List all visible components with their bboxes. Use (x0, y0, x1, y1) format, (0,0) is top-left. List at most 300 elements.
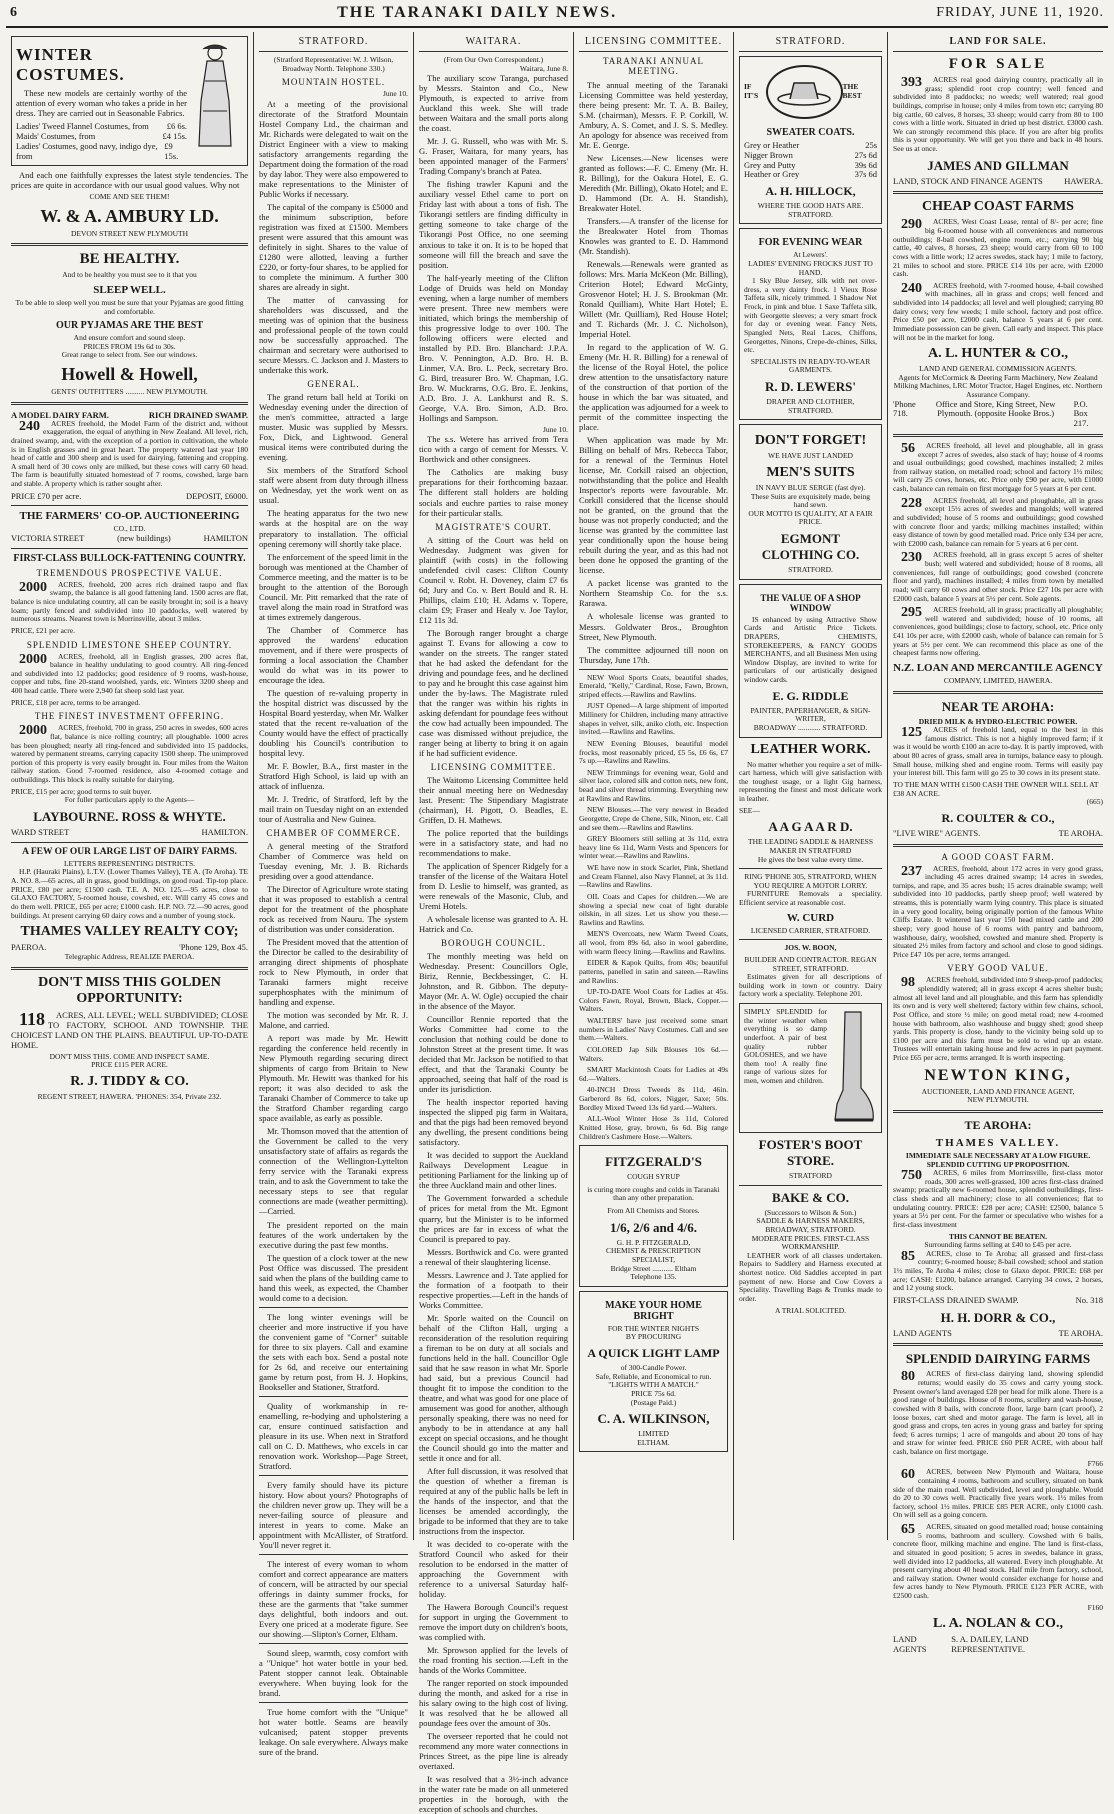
article-paragraph: Messrs. Borthwick and Co. were granted a renewal of their slaughtering license. (419, 1246, 568, 1267)
window-body: IS enhanced by using Attractive Show Cards and Artistic Price Tickets. DRAPERS, CHEMISTS, STOREKEEPERS, & FANCY GOODS MERCHANTS, and all Business Men using Window Display, are invited to write for particulars of our artistically designed window cards. (744, 614, 877, 685)
licensing-sub: TARANAKI ANNUAL MEETING. (602, 56, 705, 77)
classified-notice: WE have now in stock Scarlet, Pink, Shetland and Cream Flannel, also Navy Flannel, at 3s 11d.—Rawlins and Rawlins. (579, 863, 728, 890)
nz-loan-name: N.Z. LOAN AND MERCANTILE AGENCY (893, 661, 1103, 674)
article-paragraph: At a meeting of the provisional directorate of the Stratford Mountain Hostel Company Ltd., the chairman and Mr. Richards were delegated to wait on the District Engineer with a view to making satisfactory arrangements regarding the Department doing the formation of the road by day labor. They were also empowered to make representations to the Minister of Public Works if necessary. (259, 98, 408, 200)
classified-notice: OIL Coats and Capes for children.—We are showing a special new coat of light durable oilskin, in all sizes. Let us show you these.—Rawlins and Rawlins. (579, 891, 728, 927)
winter-item-price: £6 6s. (166, 121, 187, 132)
sweater-price: 25s (865, 140, 877, 150)
hunter-phone: 'Phone 718. (893, 398, 916, 419)
column-5 (734, 32, 888, 1540)
logo-left-text: IF IT'S (744, 82, 759, 100)
article-paragraph: The question of a clock tower at the new Post Office was discussed. The president said when the plans of the building came to hand this week, as expected, the Chamber would come to a decision. (259, 1252, 408, 1303)
lamp-postage: (Postage Paid.) (630, 1397, 677, 1407)
lamp-power: of 300-Candle Power. (620, 1363, 687, 1373)
curd-role: LICENSED CARRIER, STRATFORD. (750, 925, 871, 935)
borough-title: BOROUGH COUNCIL. (440, 938, 546, 949)
boon-body: Estimates given for all descriptions of building work in town or country. Dairy factory work a speciality. Telephone 201. (739, 972, 882, 999)
licensing-heading: LICENSING COMMITTEE. (584, 36, 723, 47)
riddle-name: E. G. RIDDLE (772, 688, 849, 703)
hat-logo-icon (766, 65, 843, 119)
hillock-name: A. H. HILLOCK, (765, 184, 856, 199)
navy-serge: IN NAVY BLUE SERGE (fast dye). (755, 482, 866, 492)
article-paragraph: The question of re-valuing property in the hospital district was discussed by the Hospital Board yesterday, when Mr. Walker stated that the recent re-valuation of the County would have the effect of practically doubling his Council's contribution to hospital levy. (259, 687, 408, 758)
classified-notice: ALL-Wool Winter Hose 3s 11d, Colored Knitted Hose, gray, brown, 6s 6d. Big range Children's Cashmere Hose.—Walters. (579, 1114, 728, 1141)
article-paragraph: The ranger reported on stock impounded during the month, and asked for a rise in his salary owing to the high cost of living. It was resolved that he be allowed all poundage fees over the amount of 30s. (419, 1678, 568, 1729)
article-paragraph: The grand return ball held at Toriki on Wednesday evening under the direction of the men's committee, attracted a large muster. Music was supplied by Messrs. Fox, Dick, and Lightwood. General musical items were contributed during the evening. (259, 392, 408, 463)
laybourne-street: WARD STREET (11, 826, 70, 837)
ad-riddle (739, 584, 882, 738)
sweater-price: 39s 6d (854, 159, 877, 170)
article-paragraph: A packet license was granted to the Northern Steamship Co. for the s.s. Rarawa. (579, 578, 728, 609)
pyjamas-range: Great range to select from. See our windows. (61, 350, 198, 360)
riddle-address: BROADWAY ............ STRATFORD. (753, 722, 868, 732)
boon-role: BUILDER AND CONTRACTOR. REGAN STREET, STRATFORD. (744, 954, 877, 973)
farmers-title: THE FARMERS' CO-OP. AUCTIONEERING (19, 510, 240, 523)
sleep-well: SLEEP WELL. (93, 283, 166, 296)
article-paragraph: The capital of the company is £5000 and the minimum subscription, before registration was fixed at £1500. Members present were assured that this amount was definitely in sight. Shares to the value of £1280 were allotted, leaving a further £220, or forty-four shares, to be applied for to complete the minimum. A further 300 shares are already in sight. (259, 202, 408, 293)
classified-notice: NEW Wool Sports Coats, beautiful shades, Emerald, "Kelly," Cardinal, Rose, Fawn, Brown, striped effects.—Rawlins and Rawlins. (579, 672, 728, 699)
article-paragraph: After full discussion, it was resolved that the question of whether a fireman is required at any of the public halls be left in the hands of the inspector, and that the licenses be amended accordingly, the brigade to be informed that they are to take instructions from the inspector. (419, 1465, 568, 1536)
page-number: 6 (10, 5, 18, 20)
james-town: HAWERA. (1064, 175, 1103, 186)
article-paragraph: Renewals.—Renewals were granted as follows: Mrs. Maria McKeon (Mr. Billing), Criterion Hotel; Edward McGinty, Grosvenor Hotel; H. J. S. Brookman (Mr. Ronald Quilliam), White Hart Hotel; E. Willett (Mr. Quilliam), Red House Hotel; and T. Richards (Mr. J. C. Nicholson), Imperial Hotel. (579, 258, 728, 340)
winter-item-price: £4 15s. (162, 131, 187, 142)
winter-title: WINTER COSTUMES. (16, 45, 125, 84)
curd-ring: RING 'PHONE 305, STRATFORD, WHEN YOU REQUIRE A MOTOR LORRY. (744, 872, 877, 890)
golden-price: PRICE £115 PER ACRE. (91, 1060, 168, 1070)
howell-name: Howell & Howell, (61, 364, 198, 385)
listing: 750 ACRES, 6 miles from Morrinsville, first-class motor roads, 300 acres well-grassed, 100 acres first-class drained swamp; practically new 6-roomed house, splendid outbuildings, first-class sheds and all machinery; close to all conveniences; flat to undulating country. PRICE: £28 per acre; CASH: £2500, balance 5 years at 5½ per cent. For the farmer or speculative who wishes for a first-class investment (893, 1168, 1103, 1229)
tv-code: No. 318 (1075, 1294, 1103, 1305)
article-paragraph: Messrs. Lawrence and J. Tate applied for the formation of a footpath to their respective properties.—Left in the hands of Works Committee. (419, 1269, 568, 1310)
article-paragraph: The Catholics are making busy preparations for their forthcoming bazaar. The different stall holders are holding socials and euchre parties to raise money for their particular stalls. (419, 467, 568, 518)
article-paragraph: Six members of the Stratford School staff were absent from duty through illness on Wednesday, yet the work went on as usual. (259, 465, 408, 506)
fitz-title: FITZGERALD'S (605, 1154, 702, 1170)
listing: 237 ACRES, freehold, about 172 acres in very good grass, including 45 acres drained swamp; 14 acres in swedes, turnips, and rape, and 35 acres bush; 15 acres drainable swamp; well subdivided into 10 paddocks, partly sheep proof; well watered by streams, this is potentially warm lying country. This place is situated in a very good locality, being originally portion of the famous White Cliffs Estate. It wintered last year 150 head mixed cattle and 200 sheep; very good house of 6 rooms with pantry and bathroom, washhouse, dairy, woolshed, cowshed and manure shed. Property is situated 2½ miles from factory and school and close to good sidings. Price £47 10s per acre, terms arranged. (893, 863, 1103, 959)
evening-frocks: LADIES' EVENING FROCKS JUST TO HAND. (748, 258, 873, 277)
ad-egmont-clothing (739, 424, 882, 579)
tv-swamp: FIRST-CLASS DRAINED SWAMP. (893, 1294, 1019, 1305)
article-paragraph: It was decided to support the Auckland Railways Development League in petitioning Parliament for the linking up of the three Auckland main and other lines. (419, 1150, 568, 1191)
listing-c: 2000 ACRES, freehold, 700 in grass, 250 acres in swedes, 600 acres flat, balance is nice rolling country; all ploughable. 1000 acres has been ploughed; nearly all ring-fenced and subdivided into 15 paddocks, watered by permanent streams, carrying capacity 1500 sheep. The unimproved portion of this property is very easily brought in. Four miles from the Waiton railway station. Good 7-roomed residence, also 4-roomed cottage and outbuildings. This block is really suitable for dairying. (11, 723, 248, 785)
laybourne: LAYBOURNE. ROSS & WHYTE. (33, 808, 226, 824)
classified-notice: NEW Evening Blouses, beautiful model frocks, most reasonably priced, £5 5s, £6 6s, £7 7s up.—Rawlins and Rawlins. (579, 738, 728, 766)
bake-prices: MODERATE PRICES. FIRST-CLASS WORKMANSHIP. (751, 1233, 870, 1252)
for-sale-title: FOR SALE (948, 56, 1048, 72)
dairy-farm-deposit: DEPOSIT, £6000. (186, 490, 248, 501)
dairy-farm-body: 240 ACRES freehold, the Model Farm of the district and, without exaggeration, the equal of anything in New Zealand. All level, rich, drained swamp, and, with the exception of a portion in cultivation, the whole is in English grasses and in great heart. The property watered last year 180 head of cattle and 300 sheep and is used for dairying, fattening and cropping. A small herd of 30 cows only are milked, but these cows will carry 60 head. The farm is beautifully situated homestead of 7 rooms, cowshed, large barn and stable. A property which is rather sought after. (11, 418, 248, 489)
lamp-sub: FOR THE WINTER NIGHTS (607, 1323, 700, 1333)
stratford-heading: STRATFORD. (298, 36, 369, 47)
evening-sub: At Lewers'. (793, 250, 828, 260)
article-paragraph: Transfers.—A transfer of the license for the Breakwater Hotel from Thomas Knowles was granted to E. D. Hammond (Mr. Standish). (579, 215, 728, 256)
dorr-name: H. H. DORR & CO., (940, 1309, 1056, 1325)
fitz-body: is curing more coughs and colds in Taranaki than any other preparation. (587, 1184, 720, 1203)
classified-notice: UP-TO-DATE Wool Coats for Ladies at 45s. Colors Fawn, Royal, Brown, Black, Copper.—Walters. (579, 987, 728, 1014)
foster-name: FOSTER'S BOOT STORE. (758, 1137, 863, 1169)
winter-item-label: Maids' Costumes, from (16, 131, 96, 142)
winter-cta: COME AND SEE THEM! (89, 192, 170, 202)
limestone: SPLENDID LIMESTONE SHEEP COUNTRY. (26, 639, 233, 650)
article-paragraph: Mr. Sprowson applied for the levels of the road fronting his section.—Left in the hands of the Works Committee. (419, 1645, 568, 1676)
land-for-sale-header: LAND FOR SALE. (949, 36, 1047, 47)
tv-surround: Surrounding farms selling at £40 to £45 per acre. (924, 1240, 1072, 1250)
thames-tel: Telegraphic Address, REALIZE PAEROA. (64, 951, 195, 961)
curd-body: FURNITURE Removals a speciality. Efficient service at reasonable cost. (739, 889, 882, 908)
full-particulars: For fuller particulars apply to the Agents— (64, 795, 195, 805)
hunter-sub: LAND AND GENERAL COMMISSION AGENTS. (919, 364, 1077, 374)
classified-notice: 40-INCH Dress Tweeds 8s 11d, 46in. Garberord 8s 6d, colors, Nigger, Saxe; 50s. Bordley Mixed Tweed 13s 6d yard.—Walters. (579, 1085, 728, 1112)
fitz-price: 1/6, 2/6 and 4/6. (609, 1219, 698, 1235)
farmers-street: VICTORIA STREET (11, 533, 85, 544)
rawlins-notices (579, 674, 728, 1142)
fitz-telephone: Telephone 135. (630, 1272, 677, 1282)
leather-see: SEE— (739, 805, 760, 815)
classified-notice: NEW Blouses.—The very newest in Beaded Georgette, Crepe de Chene, Silk, Ninon, etc. Call and see them.—Rawlins and Rawlins. (579, 805, 728, 832)
wilkinson-name: C. A. WILKINSON, (597, 1411, 710, 1427)
article-paragraph: The s.s. Wetere has arrived from Tera tico with a cargo of cement for Messrs. V. Borthwick and other consignees. (419, 434, 568, 465)
sweater-item: Grey and Putty (744, 159, 796, 170)
lamp-desc: Safe, Reliable, and Economical to run. "LIGHTS WITH A MATCH." (595, 1371, 712, 1390)
article-paragraph: Mr. F. Bowler, B.A., first master in the Stratford High School, is laid up with an attack of influenza. (259, 760, 408, 791)
article-paragraph: The enforcement of the speed limit in the borough was mentioned at the Chamber of Commerce meeting, and the matter is to be brought to the attention of the Borough Council. Mr. Pitt remarked that the rate of travel along the main road in Stratford was at times extremely dangerous. (259, 551, 408, 622)
article-paragraph: Mr. J. G. Russell, who was with Mr. S. G. Fraser, Waitara, for many years, has been appointed manager of the Farmers' Trading Company's branch at Patea. (419, 136, 568, 177)
article-paragraph: Councillor Rennie reported that the Works Committee had come to the conclusion that nothing could be done to Johnston Street at the present time. It was decided that Mr. Jackson be notified to that effect, and that the Taranaki County be approached, seeing that half of the road is under its jurisdiction. (419, 1014, 568, 1095)
winter-footer: And each one faithfully expresses the latest style tendencies. The prices are quite in accordance with our usual good values. Why not (11, 170, 248, 191)
aagaard-name: A A G A A R D. (768, 819, 853, 835)
article-paragraph: The matter of canvassing for shareholders was discussed, and the meeting was of opinion that the business and professional people of the town could now be successfully approached. The chairman and secretary were authorised to secure Messrs. C. Jackson and J. Masters to undertake this work. (259, 295, 408, 376)
bullock-title: FIRST-CLASS BULLOCK-FATTENING COUNTRY. (13, 552, 246, 564)
article-paragraph: The half-yearly meeting of the Clifton Lodge of Druids was held on Monday evening, when a large number of members were present. Three new members were initiated, which brings the membership of this progressive lodge to over 100. The following officers were elected and installed by P.D. Bro. Blanchard: J.P.A. Bro. V. Pennington, A.D. Bro. H. B. Linmer, V.A. Bro. L. Peck, secretary Bro. G. Bird, treasurer Bro. W. Chapman, I.G. Bro. W. Muckrarns, O.G. Bro. E. Jenkins, A.D. Bro. J. A. Lankhurst and R. S. George, V.A. Bro. Simon, A.D. Bro. Hollings and Sampson. (419, 272, 568, 423)
advert-paragraph: Sound sleep, warmth, cosy comfort with a "Unique" hot water bottle in your bed. Patent stopper cannot leak. Obtainable everywhere. When buying look for the brand. (259, 1648, 408, 1699)
thames-phone: 'Phone 129, Box 45. (179, 942, 248, 953)
hunter-body: Agents for McCormick & Deering Farm Machinery, New Zealand Milking Machines, LRC Motor Tractor, Hagel Engines, etc. Northern Assurance Company. (893, 372, 1103, 400)
article-paragraph: New Licenses.—New licenses were granted as follows:—F. C. Emeny (Mr. H. R. Billing), for the Oakura Hotel, E. G. Meredith (Mr. Billing), Okato Hotel; and E. D. Hammond (Dr. A. H. Standish), Breakwater Hotel. (579, 152, 728, 213)
nolan-name: L. A. NOLAN & CO., (933, 1616, 1063, 1632)
columns (6, 32, 1108, 1814)
farmers-town: HAMILTON (203, 533, 248, 544)
aagaard-sub: THE LEADING SADDLE & HARNESS MAKER IN STRATFORD (748, 837, 873, 855)
newton-town: NEW PLYMOUTH. (967, 1095, 1029, 1105)
nolan-rep: S. A. DAILEY, LAND REPRESENTATIVE. (951, 1634, 1029, 1655)
lamp-name: A QUICK LIGHT LAMP (587, 1346, 720, 1361)
leather-title: LEATHER WORK. (750, 741, 871, 757)
dont-forget: DON'T FORGET! (754, 433, 867, 449)
aroha-title: NEAR TE AROHA: (941, 698, 1055, 714)
thames-town: PAEROA. (11, 942, 47, 953)
listing: 60 ACRES, between New Plymouth and Waitara, house containing 4 rooms, bathroom and scullery, situated on bank side of the main road. Well subdivided, level and ploughable. Would do 20 to 30 cows well. Practically five years work. 1½ miles from factory, school 1½ miles. PRICE £85 PER ACRE, only £1000 cash. On will sell as a going concern. (893, 1467, 1103, 1520)
fitz-role: CHEMIST & PRESCRIPTION SPECIALIST, (606, 1246, 701, 1264)
newspaper-title: THE TARANAKI DAILY NEWS. (337, 4, 618, 21)
dateline: June 10. (383, 89, 408, 99)
golden-cta: DON'T MISS THIS. COME AND INSPECT SAME. (49, 1051, 210, 1061)
article-paragraph: The Government forwarded a schedule of prices for metal from the Mt. Egmont quarry, but the Minister is to be informed the prices are far in excess of what the Council is prepared to pay. (419, 1193, 568, 1244)
finest: THE FINEST INVESTMENT OFFERING. (34, 711, 225, 722)
price-c: PRICE, £15 per acre; good terms to suit buyer. (11, 786, 152, 796)
advert-paragraph: The interest of every woman to whom comfort and correct appearance are matters of concern, will be attracted by our special offerings in dainty summer frocks, for these are the garments that "take summer days delightful, both indoors and out. Every one priced at a moderate figure. See our showing.—Slipton's Corner, Eltham. (259, 1558, 408, 1640)
general-title: GENERAL. (307, 379, 360, 390)
motto: OUR MOTTO IS QUALITY, AT A FAIR PRICE. (748, 508, 873, 527)
bake-body: LEATHER work of all classes undertaken. Repairs to Saddlery and Harness executed at shortest notice. Old Saddles accepted in part payment of new. Horse and Cow Covers a Speciality. Travelling Bags & Trunks made to order. (739, 1250, 882, 1303)
few-title: A FEW OF OUR LARGE LIST OF DAIRY FARMS. (22, 846, 237, 857)
aroha-offer: TO THE MAN WITH £1500 CASH THE OWNER WILL SELL AT £38 AN ACRE. (893, 779, 1099, 798)
classified-notice: GREY Bloomers still selling at 3s 11d, extra heavy line 6s 11d, Warm Vests and Spencers for winter wear.—Rawlins and Rawlins. (579, 834, 728, 861)
bake-role: SADDLE & HARNESS MAKERS, BROADWAY, STRATFORD. (756, 1216, 865, 1234)
waitara-heading: WAITARA. (465, 36, 522, 47)
laybourne-town: HAMILTON. (201, 826, 248, 837)
classified-notice: MEN'S Overcoats, new Warm Tweed Coats, all wool, from 89s 6d, also in wool gaberdine, with warm fleecy lining.—Rawlins and Rawlins. (579, 929, 728, 956)
aroha-sub: DRIED MILK & HYDRO-ELECTRIC POWER. (918, 716, 1078, 726)
article-paragraph: The motion was seconded by Mr. R. J. Malone, and carried. (259, 1010, 408, 1031)
magistrate-title: MAGISTRATE'S COURT. (435, 521, 552, 532)
galosh-boot-icon (831, 1008, 877, 1128)
ad-foster-boot-store (739, 1003, 882, 1133)
coulter-name: R. COULTER & CO., (941, 810, 1055, 825)
article-paragraph: The Hawera Borough Council's request for support in urging the Government to remove the import duty on children's boots, was complied with. (419, 1602, 568, 1643)
advert-paragraph: The long winter evenings will be cheerier and more instructive if you have the convenient game of "Corner" suitable for three to six players. Call and examine the sets with each box. Send a postal note for 2s 6d, and receive our entertaining game by return post, from H. J. Hopkins, Bookseller and Stationer, Stratford. (259, 1311, 408, 1392)
winter-body: These new models are certainly worthy of the attention of every woman who takes a pride in her dress. They are carried out in Seasonable Fabrics. (16, 88, 187, 119)
article-paragraph: The Waitomo Licensing Committee held their annual meeting here on Wednesday last. Present: The Stipendiary Magistrate (chairman), H. Pigott, O. Beadles, E. Griffen, D. H. Mathews. (419, 774, 568, 825)
curd-name: W. CURD (786, 911, 835, 924)
winter-item-label: Ladies' Costumes, good navy, indigo dye, from (16, 141, 158, 162)
article-paragraph: A report was made by Mr. Hewitt regarding the conference held recently in New Plymouth regarding securing direct shipments of cargo from Britain to New Plymouth. Mr. Hewitt was thanked for his report; it was also decided to ask the Taranaki Chamber of Commerce to take up the Stratford Chamber regarding cargo space available, as early as possible. (259, 1033, 408, 1124)
golden-title: DON'T MISS THIS GOLDEN OPPORTUNITY: (38, 974, 221, 1006)
dorr-sub: LAND AGENTS (893, 1327, 952, 1338)
evening-title: FOR EVENING WEAR (758, 237, 863, 249)
foster-town: STRATFORD (789, 1171, 832, 1181)
listing: 80 ACRES of first-class dairying land, showing splendid returns; would easily do 35 cows and carry young stock. Present owner's land averaged £28 per head for milk alone. There is a good range of buildings. House of 8 rooms, scullery and wash-house, cowshed with 8 bails, with concrete floor, large barn (cart proof), 2 loose boxes, cart shed and motor garage. The farm is level, all in good grass and crops, ten acres in young grass and barley for spring feed; 6 acres turnips; 1 acre of mangolds and about 20 tons of hay and straw for winter feed. PRICE £60 PER ACRE, with about half cash, balance on first mortgage. (893, 1369, 1103, 1457)
lewers-name: R. D. LEWERS' (764, 379, 857, 395)
letters: LETTERS REPRESENTING DISTRICTS. (63, 858, 196, 868)
nz-loan-sub: COMPANY, LIMITED, HAWERA. (943, 675, 1053, 685)
winter-item-price: £9 15s. (164, 141, 179, 162)
few-body: H.P. (Hauraki Plains), L.T.V. (Lower Thames Valley), TE A. (Te Aroha). TE A. NO. 8.—65 acres, all in grass, good buildings, on good road. Tip-top place. PRICE, £80 per acre; £1500 cash. T.E. A. NO. 125.—95 acres, close to GLAXO FACTORY, 5-roomed house, cowshed, etc. Will carry 45 cows and do them well. PRICE, £65 per acre; £1000 cash. H.P. NO. 72.—90 acres, good buildings. At present carrying 60 dairy cows and a number of young stock. (11, 867, 248, 920)
tv-cut: SPLENDID CUTTING UP PROPOSITION. (926, 1159, 1070, 1169)
issue-date: FRIDAY, JUNE 11, 1920. (936, 5, 1104, 20)
article-paragraph: The health inspector reported having inspected the slipped pig farm in Waitara, and that the pigs had been removed beyond any dwelling, the present conditions being satisfactory. (419, 1097, 568, 1148)
column-1 (6, 32, 254, 1540)
ad-winter-costumes (11, 36, 248, 166)
ambury-name: W. & A. AMBURY LD. (40, 205, 219, 226)
sweater-title: SWEATER COATS. (766, 127, 855, 138)
dateline: Waitara, June 8. (519, 63, 568, 73)
article-paragraph: The overseer reported that he could not recommend any more water connections in Princes Street, as the pipe line is already overtaxed. (419, 1731, 568, 1772)
bake-name: BAKE & CO. (772, 1189, 849, 1205)
article-paragraph: Mr. Sporle waited on the Council on behalf of the Clifton Hall, urging a reconsideration of the resolution requiring a fireman to be on duty at all socials and functions held in the hall. Councillor Ogle said that he saw reason in what Mr. Sporle had said, but a previous Council had thought fit to impose the condition to the theatre, and what was good for one place of amusement was good for another, although personally speaking, there was no need for anybody to be in attendance at any hall except on special occasions, and he thought the Council should go into the matter and settle it once and for all. (419, 1312, 568, 1463)
lamp-title: MAKE YOUR HOME BRIGHT (605, 1299, 702, 1322)
article-paragraph: It was decided to co-operate with the Stratford Council who asked for their resolution to be endorsed in the matter of approaching the Government with reference to a universal Saturday half-holiday. (419, 1538, 568, 1600)
healthy-body: To be able to sleep well you must be sure that your Pyjamas are good fitting and comfortable. (15, 297, 244, 316)
coulter-town: TE AROHA. (1058, 827, 1103, 838)
article-paragraph: The heating apparatus for the two new wards at the hospital are on the way preparatory to installation. The official opening ceremony will shortly take place. (259, 508, 408, 549)
article-paragraph: The annual meeting of the Taranaki Licensing Committee was held yesterday, there being present: Mr. T. A. B. Bailey, S.M. (chairman), Messrs. F. P. Corkill, W. Ambury, A. S. Comet, and J. S. S. Medley. An apology for absence was received from Mr. E. George. (579, 79, 728, 150)
howell-sub: GENTS' OUTFITTERS .......... NEW PLYMOUTH. (51, 387, 208, 397)
hunter-office: Office and Store, King Street, New Plymouth. (opposite Hooke Bros.) (935, 398, 1056, 419)
newton-king: NEWTON KING, (924, 1066, 1072, 1084)
article-paragraph: The police reported that the buildings were in a satisfactory state, and had no recommendations to make. (419, 827, 568, 858)
lewers-sub: DRAPER AND CLOTHIER, STRATFORD. (766, 397, 855, 415)
healthy-title: BE HEALTHY. (79, 251, 180, 268)
article-paragraph: The Chamber of Commerce has approved the wardens' education movement, and if there were prospects of forming a local association the Chamber would do what was in its power to encourage the idea. (259, 624, 408, 685)
article-paragraph: A sitting of the Court was held on Wednesday. Judgment was given for plaintiff (with costs) in the following undefended civil cases: Clifton County Council v. Robt. H. Doveney, claim £7 6s 6d; Jury and Co. v. Bert Bould and R. H. Phillips, claim £10; H. Adams v. Topere, claim £9; Fraser and Healy v. Joe Taylor, £12 11s 3d. (419, 534, 568, 625)
evening-spec: SPECIALISTS IN READY-TO-WEAR GARMENTS. (750, 356, 871, 375)
price-a: PRICE, £21 per acre. (11, 625, 75, 635)
article-paragraph: The Director of Agriculture wrote stating that it was proposed to establish a central depot for the treatment of the phosphate rock as received from Nauru. The system of distribution was under consideration. (259, 884, 408, 935)
listing: 56 ACRES freehold, all level and ploughable, all in grass except 7 acres of swedes, also stack of hay; house of 4 rooms and usual outbuildings; good cowshed, machines installed; 2 miles from railway station, on metalled road; school and factory 1½ miles; will carry 25 cows, horses, etc. Price only £90 per acre, with £1000 cash, balance can remain on first mortgage for 5 years at 6 per cent. (893, 440, 1103, 494)
ad-fitzgerald (579, 1145, 728, 1287)
listing: 240 ACRES freehold, with 7-roomed house, 4-bail cowshed with machines, all in grass and crops; well fenced and subdivided into 14 paddocks; all level and well ploughed; carrying 80 dairy cows; very few weeds; 1 mile school, factory and post office. Price £50 per acre, £2000 cash, balance 5 years at 6 per cent. Immediate possession can be given. Call early and inspect. This place will not be in the market for long. (893, 280, 1103, 342)
hunter-box: P.O. Box 217. (1073, 398, 1089, 429)
article-paragraph: Mr. J. Tredric, of Stratford, left by the mail train on Tuesday night on an extended tour of Australia and New Guinea. (259, 793, 408, 824)
waitara-from: (From Our Own Correspondent.) (443, 55, 544, 64)
hillock-sub: WHERE THE GOOD HATS ARE. STRATFORD. (757, 201, 864, 219)
article-paragraph: It was resolved that a 3½-inch advance in the water rate be made on all unmetered properties in the borough, with the exception of schools and churches. (419, 1774, 568, 1814)
pyjamas-sub: And ensure comfort and sound sleep. (73, 333, 186, 343)
farmers-co: CO., LTD. (113, 524, 146, 534)
stratford-heading: STRATFORD. (775, 36, 846, 47)
sweater-item: Nigger Brown (744, 149, 793, 160)
winter-item-label: Ladies' Tweed Flannel Costumes, from (16, 121, 149, 132)
very-good-value: VERY GOOD VALUE. (947, 963, 1049, 974)
james-sub: LAND, STOCK AND FINANCE AGENTS (893, 175, 1043, 186)
bake-sub: (Successors to Wilson & Son.) (764, 1207, 857, 1217)
sweater-item: Grey or Heather (744, 140, 800, 150)
column-6 (888, 32, 1108, 1655)
listing-code: F766 (1087, 1458, 1103, 1468)
lamp-price: PRICE 75s 6d. (631, 1388, 676, 1398)
classified-notice: SMART Mackintosh Coats for Ladies at 49s 6d.—Walters. (579, 1065, 728, 1083)
stratford-rep: (Stratford Representative: W. J. Wilson, Broadway North. Telephone 330.) (273, 55, 394, 73)
listing: 98 ACRES freehold, subdivided into 9 sheep-proof paddocks; splendidly watered; all in grass except 4 acres shelter bush; almost all level land and all ploughable, and this farm has splendidly its own and is very well sheltered; factory within few chains, school, Post Office, and store ½ mile; on good metal road; new 4-roomed house with bathroom, also washhouse and buggy shed; good sheep yards. This property is close, handy to the vicinity being sold up to £100 per acre and this farm must be sold to wind up an estate. Trustees will entertain taking house and few acres in part payment. Price £65 per acre, terms arranged. It is worth inspecting. (893, 975, 1103, 1063)
thames-realty: THAMES VALLEY REALTY COY; (20, 924, 239, 940)
window-title: THE VALUE OF A SHOP WINDOW (760, 592, 861, 613)
article-paragraph: A general meeting of the Stratford Chamber of Commerce was held on Tuesday evening, Mr. J. B. Richards presiding over a good attendance. (259, 840, 408, 881)
listing: 85 ACRES, close to Te Aroha; all grassed and first-class country; 6-roomed house; 8-bail cowshed; school and station 1½ miles, Te Aroha 4 miles; close to Glaxo depot. PRICE: £68 per acre; CASH: £1200, balance arranged. Carrying 34 cows, 2 horses, and 12 young stock. (893, 1248, 1103, 1293)
cheap-coast-title: CHEAP COAST FARMS (922, 199, 1074, 215)
listing: 295 ACRES freehold, all in grass; practically all ploughable; well watered and subdivided; house of 10 rooms, all conveniences, good buildings; close to factory, school, etc. Price only £41 10s per acre, with £2000 cash, whole of balance can remain for 5 years at 5½ per cent. We can recommend this place as one of the cheapest farms now offering. (893, 605, 1103, 658)
article-paragraph: The Borough ranger brought a charge against T. Evans for allowing a cow to wander on the streets. The ranger stated that he had asked the defendant for the driving and poundage fees, and he declined to pay and he brought this case against him under the by-laws. The Magistrate ruled that the ranger was within his rights in asking defendant for poundage fees without the cow had actually been impounded. The case was dismissed without prejudice, the ranger being at liberty to bring it on again if he had sufficient evidence. (419, 627, 568, 758)
fitz-name: G. H. P. FITZGERALD, (616, 1237, 691, 1247)
evening-body: 1 Sky Blue Jersey, silk with net over-dress, a very dainty frock. 1 Vieux Rose Taffeta silk, nicely trimmed. 1 Shadow Net Frock, in pink and blue. 1 Saxe Taffeta silk, with Georgette sleeves; a very smart frock for day or evening wear. Fancy Nets, Spangled Nets, Real Laces, Chiffons, Georgettes, Ninons, Crepe-de-chines, Silks, etc. (744, 276, 877, 355)
tremendous: TREMENDOUS PROSPECTIVE VALUE. (36, 567, 223, 578)
ambury-address: DEVON STREET NEW PLYMOUTH (70, 228, 189, 238)
sweater-item: Heather or Grey (744, 169, 800, 180)
hunter-name: A. L. HUNTER & CO., (927, 346, 1068, 362)
ad-hillock (739, 56, 882, 224)
listing: 290 ACRES, West Coast Lease, rental of 8/- per acre; fine big 6-roomed house with all conveniences and numerous outbuildings; 8-bail cowshed, engine room, etc.; carrying 90 big cattle, 40 calves, 8 horses, 23 sheep; would carry from 60 to 100 cows with a little work; 12 acres swedes, stack hay; 1 mile to factory, 21 miles to school and store. PRICE £14 10s per acre, with £2000 cash. (893, 217, 1103, 279)
listing: 393 ACRES real good dairying country, practically all in grass; splendid root crop country; well fenced and subdivided into 8 paddocks; no weeds; well watered; real good buildings, comprise in house; only 4 miles from town etc; carrying 80 big cattle, 60 calves, 8 horses, 33 sheep; would carry from 80 to 100 cows with a little work. Situated in dried up best district. £3000 cash. We can strongly recommend this place. If you are after big profits this is your opportunity. We will get you there and back in 48 hours. See us at once. (893, 75, 1103, 153)
sweater-price: 27s 6d (854, 149, 877, 160)
mens-body: These Suits are exquisitely made, being hand sewn. (750, 491, 871, 510)
nolan-sub: LAND AGENTS (893, 1634, 927, 1655)
classified-notice: JUST Opened—A large shipment of imported Millinery for Children, including many attractive shapes in velvet, silk, aniko cloth, etc. Inspection invited.—Rawlins and Rawlins. (579, 701, 728, 737)
leather-body: No matter whether you require a set of milk-cart harness, which will give satisfaction with the toughest usage, or a light Gig harness, representing the finest and most delicate work in leather. (739, 759, 882, 804)
listing: 65 ACRES, situated on good metalled road; house containing 5 rooms, bathroom and scullery. Cowshed with 6 bails, concrete floor, milking machine and engine. The land is first-class, and situated in good position; 5 acres in swedes, balance in grass, well divided into 12 paddocks, all watered. Every inch ploughable. At present carrying about 40 head stock. Half mile from factory, school, and railway station. Owner would consider exchange for house and few acres handy to New Plymouth. PRICE £123 PER ACRE, with £2500 cash. (893, 1522, 1103, 1601)
dorr-town: TE AROHA. (1058, 1327, 1103, 1338)
article-paragraph: The President moved that the attention of the Director be called to the desirability of arranging direct shipments of phosphate rock to New Plymouth, in order that Taranaki farmers might receive superphosphates with the minimum of handling and expense. (259, 937, 408, 1008)
bake-trial: A TRIAL SOLICITED. (774, 1305, 847, 1315)
column-4 (574, 32, 734, 1540)
pyjamas-heading: OUR PYJAMAS ARE THE BEST (55, 320, 204, 332)
golden-body: 118 ACRES, ALL LEVEL; WELL SUBDIVIDED; CLOSE TO FACTORY, SCHOOL AND TOWNSHIP. THE CHOICEST LAND ON THE PLAINS. BEAUTIFUL UP-TO-DATE HOME. (11, 1008, 248, 1050)
listing: 230 ACRES freehold, all in grass except 5 acres of shelter bush; well watered and subdivided; house of 8 rooms, all conveniences, full range of outbuildings; good cowshed (concrete floor and yard), machines installed; 4 miles from town by metalled road; will carry 60 cows and other stock. Price £27 10s per acre with £2000 cash, balance 5 years at 5½ per cent. Sole agents. (893, 550, 1103, 603)
advert-paragraph: Every family should have its picture history. How about yours? Photographs of the children never grow up. They will be a never-failing source of pleasure and interest in years to come. Make an appointment with McAllister, of Stratford. You'll never regret it. (259, 1479, 408, 1550)
fitz-chemists: From All Chemists and Stores. (607, 1206, 700, 1216)
dairy-farm-acres: 240 (19, 418, 40, 434)
dairy-swamp: RICH DRAINED SWAMP. (148, 409, 248, 420)
listing: 125 ACRES of freehold land, equal to the best in this famous district. This is not a highly improved farm; if it was it would be worth £100 an acre to-day. It is partly improved, with about 80 acres of grass, small area in turnips, balance easy to plough. Small house, milking shed and engine room. Terms will easily pay your interest bill. This farm will go 25 to 30 cows in its present state. (893, 725, 1103, 778)
article-paragraph: The fishing trawler Kapuni and the auxiliary vessel Ethel came to port on Friday last with about a tons of fish. The Tikorangi settlers are finding difficulty in getting someone to take charge of the Tikorangi Post Office, no one seeming anxious to take it on. It is to be hoped that someone will fill the breach and save the position. (419, 179, 568, 270)
just-landed: WE HAVE JUST LANDED (768, 451, 853, 461)
article-paragraph: In regard to the application of W. G. Emeny (Mr. H. R. Billing) for a renewal of the license of the Royal Hotel, the police drew attention to the unsatisfactory nature of the construction of that portion of the house in which the bar was situated, and the application was adjourned for a week to permit of the committee inspecting the place. (579, 342, 728, 433)
lamp-by: BY PROCURING (625, 1332, 682, 1342)
article-paragraph: The monthly meeting was held on Wednesday. Present: Councillors Ogle, Biriz, Rennie, Beckbessinger, C. H. Johnston, and R. Gibbon. The deputy-Mayor (Mr. A. W. Ogle) occupied the chair in the absence of the Mayor. (419, 951, 568, 1012)
listing-code: F160 (1087, 1602, 1103, 1612)
tv-urgent: IMMEDIATE SALE NECESSARY AT A LOW FIGURE. (905, 1150, 1091, 1160)
healthy-sub: And to be healthy you must see to it that you (62, 270, 197, 280)
wilkinson-town: ELTHAM. (637, 1437, 670, 1447)
aagaard-value: He gives the best value every time. (757, 854, 864, 864)
splendid-title: SPLENDID DAIRYING FARMS (905, 1351, 1091, 1367)
article-paragraph: The committee adjourned till noon on Thursday, June 17th. (579, 644, 728, 665)
tiddy: R. J. TIDDY & CO. (70, 1073, 189, 1089)
article-paragraph: A wholesale license was granted to Messrs. Goldwater Bros., Broughton Street, New Plymouth. (579, 611, 728, 642)
advert-paragraph: Quality of workmanship in re-enamelling, re-bodying and upholstering a car, ensure continued satisfaction and pleasure in its use. When next in Stratford call on C. D. Matthews, who excels in car renovation work. Workshop—Page Street, Stratford. (259, 1400, 408, 1471)
boon-name: JOS. W. BOON, (784, 943, 837, 953)
lady-figure-illustration (187, 41, 243, 151)
pyjamas-price: PRICES FROM 19s 6d to 30s. (83, 341, 176, 351)
egmont-name: EGMONT CLOTHING CO. (761, 531, 860, 563)
riddle-role: PAINTER, PAPERHANGER, & SIGN-WRITER, (750, 705, 871, 724)
wilkinson-ltd: LIMITED (638, 1429, 669, 1439)
sweater-price: 37s 6d (854, 169, 877, 180)
ad-lewers (739, 228, 882, 420)
foster-body: SIMPLY SPLENDID for the winter weather when everything is so damp underfoot. A pair of best quality rubber GOLOSHES, and we have them too! A really fine range of various sizes for men, women and children. (744, 1007, 827, 1086)
article-paragraph: The application of Spencer Ridgely for a transfer of the license of the Waitara Hotel from D. Leslie to himself, was granted, as were renewals of the Masonic, Club, and Uremi Hotels. (419, 861, 568, 912)
article-paragraph: Mr. Thomson moved that the attention of the Government be called to the very unsatisfactory state of affairs as regards the connection of the Wellington-Lyttelton ferry service with the Taranaki express train, and to ask the Government to take the necessary steps to see that regular connections are made (weather permitting).—Carried. (259, 1126, 408, 1217)
hostel-title: MOUNTAIN HOSTEL. (281, 77, 386, 88)
listing-b: 2000 ACRES, freehold, all in English grasses, 200 acres flat, balance in healthy undulating to good country. All ring-fenced and subdivided into 12 paddocks; good residence of 9 rooms, wash-house, copper and tubs, fine 20-stand woolshed, yards, etc. Winters 3200 sheep and 400 head cattle. There were 2,940 fat sheep sold last year. (11, 651, 248, 696)
tv-title: TE AROHA: (964, 1117, 1032, 1132)
egmont-town: STRATFORD. (788, 565, 833, 575)
article-paragraph: The auxiliary scow Taranga, purchased by Messrs. Stainton and Co., New Plymouth, is expected to arrive from Auckland this week. She will trade between Waitara and the small ports along the coast. (419, 73, 568, 134)
dairy-farm-price: PRICE £70 per acre. (11, 490, 82, 501)
farmers-new: (new buildings) (117, 533, 171, 544)
newton-sub: AUCTIONEER, LAND AND FINANCE AGENT, (921, 1086, 1075, 1096)
coulter-sub: "LIVE WIRE" AGENTS. (893, 827, 981, 838)
dairy-farm-title: A MODEL DAIRY FARM. (11, 409, 109, 420)
classified-notice: WALTERS' have just received some smart numbers in Ladies' Navy Costumes. Call and see them.—Walters. (579, 1016, 728, 1043)
masthead (6, 0, 1108, 28)
fitz-sub: COUGH SYRUP (627, 1172, 680, 1182)
article-paragraph: The president reported on the main features of the work undertaken by the executive during the past few months. (259, 1219, 408, 1250)
tiddy-address: REGENT STREET, HAWERA. 'PHONES: 354, Private 232. (37, 1091, 222, 1101)
classified-notice: EIDER & Kapok Quilts, from 40s; beautiful patterns, panelled in satin and sateen.—Rawlins and Rawlins. (579, 958, 728, 985)
column-2 (254, 32, 414, 1758)
coast-title: A GOOD COAST FARM. (941, 851, 1055, 862)
column-3 (414, 32, 574, 1814)
logo-right-text: THE BEST (842, 82, 862, 100)
mens-suits: MEN'S SUITS (766, 464, 855, 480)
chamber-title: CHAMBER OF COMMERCE. (266, 827, 401, 838)
licensing-title: LICENSING COMMITTEE. (430, 761, 557, 772)
listing-a: 2000 ACRES, freehold, 200 acres rich drained taupo and flax swamp, the balance is all good fattening land. 1500 acres are flat, balance is nice undulating country, all can be easily brought in; soil is a heavy loam; partly fenced and subdivided into 10 paddocks, well watered by numerous streams. Nearest town is Morrinsville, about 3 miles. (11, 579, 248, 624)
tv-sub: THAMES VALLEY. (935, 1136, 1061, 1149)
tv-beaten: THIS CANNOT BE BEATEN. (948, 1231, 1048, 1241)
james-gillman: JAMES AND GILLMAN (927, 157, 1069, 173)
article-paragraph: When application was made by Mr. Billing on behalf of Mrs. Rebecca Tabor, for a renewal of the Terminus Hotel license, Mr. Corkill raised an objection, notwithstanding that the police and Health Inspector's reports were favourable. Mr. Corkill considered that the license should not be granted, on the ground that the house was not properly conducted; and the license was granted by the committee last year conditionally upon the house being rebuilt during the year, and as this had not been done he opposed the granting of the license. (579, 435, 728, 576)
advert-paragraph: True home comfort with the "Unique" hot water bottle. Seams are heavily vulcanised; patent stopper prevents leakage. On sale everywhere. Always make sure of the brand. (259, 1707, 408, 1758)
